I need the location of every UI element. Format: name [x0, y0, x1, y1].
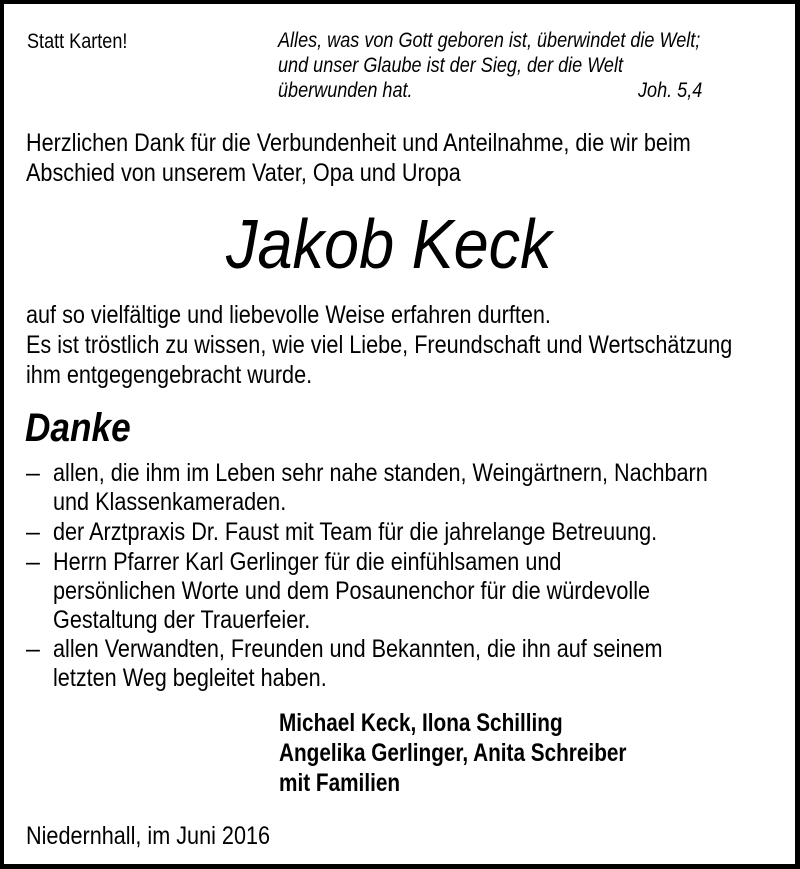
- thanks-item-line: der Arztpraxis Dr. Faust mit Team für die jahrelange Betreuung.: [53, 518, 658, 546]
- thanks-item-line: letzten Weg begleitet haben.: [53, 664, 327, 692]
- thanks-heading: Danke: [25, 406, 131, 450]
- signature-line: Angelika Gerlinger, Anita Schreiber: [279, 739, 627, 767]
- thanks-item-line: allen Verwandten, Freunden und Bekannten, die ihn auf seinem: [53, 635, 663, 663]
- verse-line: überwunden hat.: [278, 79, 413, 102]
- signature-line: mit Familien: [279, 769, 401, 797]
- signature-line: Michael Keck, Ilona Schilling: [279, 709, 563, 737]
- verse-line: und unser Glaube ist der Sieg, der die Welt: [278, 54, 624, 77]
- intro-line: Abschied von unserem Vater, Opa und Uropa: [26, 159, 461, 187]
- dash-bullet-icon: –: [26, 459, 40, 487]
- thanks-item-line: Herrn Pfarrer Karl Gerlinger für die einfühlsamen und: [53, 548, 562, 576]
- body-line: ihm entgegengebracht wurde.: [26, 361, 313, 389]
- thanks-item-line: persönlichen Worte und dem Posaunenchor für die würdevolle: [53, 577, 651, 605]
- body-line: auf so vielfältige und liebevolle Weise erfahren durften.: [26, 301, 551, 329]
- verse-reference: Joh. 5,4: [638, 79, 703, 102]
- dash-bullet-icon: –: [26, 548, 40, 576]
- intro-line: Herzlichen Dank für die Verbundenheit und Anteilnahme, die wir beim: [26, 129, 691, 157]
- header-statt-karten: Statt Karten!: [27, 30, 128, 53]
- thanks-item-line: allen, die ihm im Leben sehr nahe standen, Weingärtnern, Nachbarn: [53, 459, 708, 487]
- place-date: Niedernhall, im Juni 2016: [26, 822, 271, 850]
- thanks-item-line: Gestaltung der Trauerfeier.: [53, 606, 311, 634]
- body-line: Es ist tröstlich zu wissen, wie viel Liebe, Freundschaft und Wertschätzung: [26, 331, 733, 359]
- thanks-item-line: und Klassenkameraden.: [53, 488, 287, 516]
- dash-bullet-icon: –: [26, 518, 40, 546]
- deceased-name: Jakob Keck: [226, 205, 552, 283]
- verse-line: Alles, was von Gott geboren ist, überwindet die Welt;: [278, 29, 701, 52]
- dash-bullet-icon: –: [26, 635, 40, 663]
